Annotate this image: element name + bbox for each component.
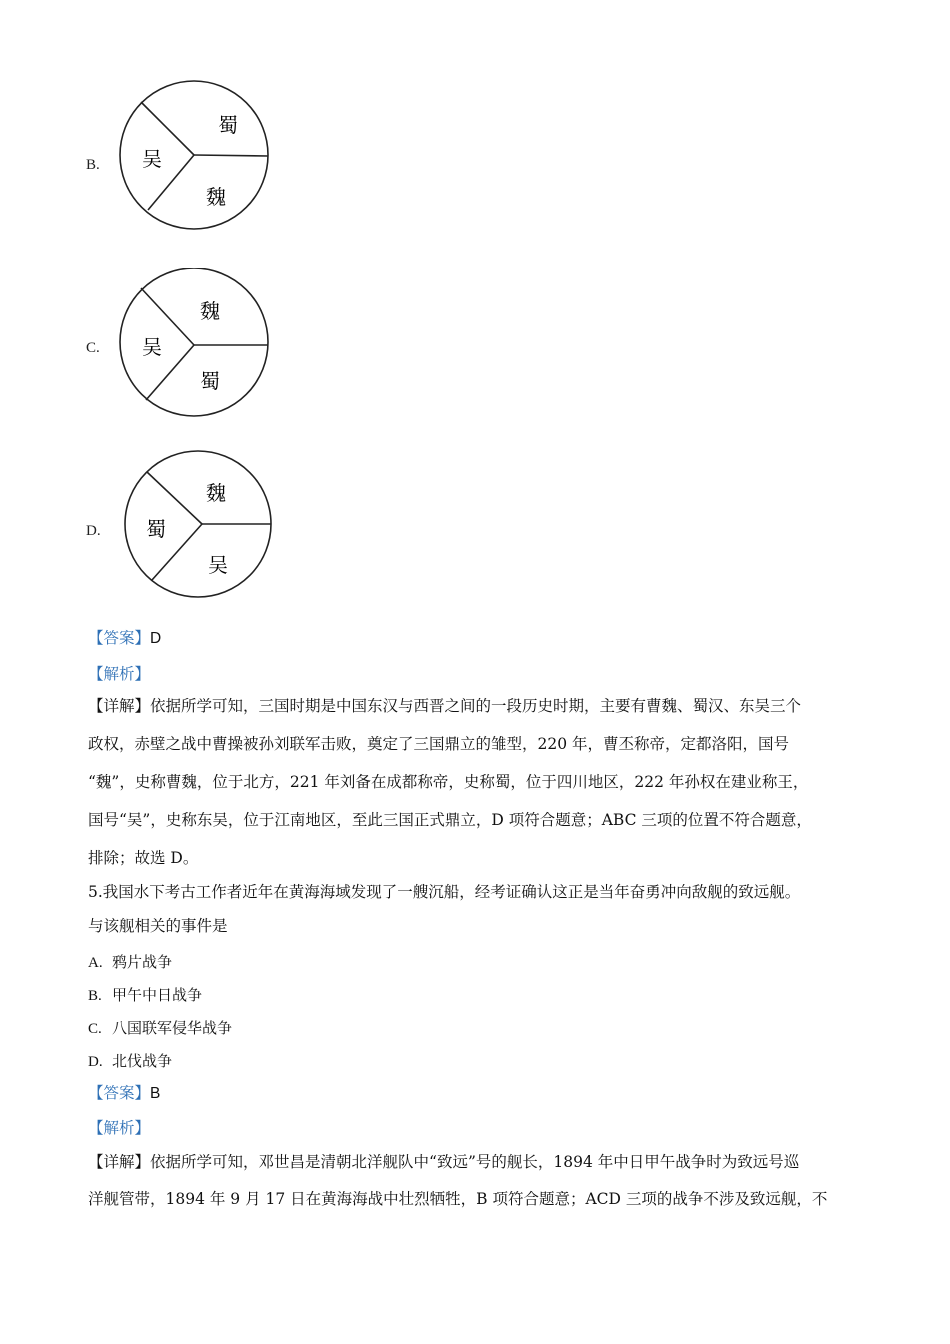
choice-text: 鸦片战争 <box>112 953 173 971</box>
choice-text: 八国联军侵华战争 <box>112 1019 233 1037</box>
q5-choice-d <box>88 1050 172 1071</box>
option-b-slice-2: 吴 <box>142 147 162 171</box>
option-d-label: D. <box>86 523 101 539</box>
q4-detail-line-1 <box>88 696 801 716</box>
option-b-slice-3: 魏 <box>206 185 226 209</box>
q5-answer <box>88 1083 160 1104</box>
option-c-slice-2: 吴 <box>142 335 162 359</box>
option-b-slice-1: 蜀 <box>218 113 238 137</box>
option-d-pie <box>122 450 282 604</box>
q5-choice-b <box>88 984 202 1005</box>
option-b-label: B. <box>86 157 100 173</box>
q4-detail-line-3: “魏”，史称曹魏，位于北方，221 年刘备在成都称帝，史称蜀，位于四川地区，222 年孙权在建业称王， <box>88 773 809 791</box>
choice-text: 北伐战争 <box>112 1052 173 1070</box>
detail-tag: 【详解】 <box>88 1153 151 1171</box>
q5-detail-line-1 <box>88 1152 799 1172</box>
option-c-pie <box>116 268 276 422</box>
q4-analysis-tag: 【解析】 <box>88 665 151 683</box>
q5-analysis-tag: 【解析】 <box>88 1119 151 1137</box>
q5-stem-line-2: 与该舰相关的事件是 <box>88 917 228 935</box>
answer-value: D <box>150 630 162 647</box>
option-c-slice-1: 魏 <box>200 299 220 323</box>
q4-detail-line-5: 排除；故选 D。 <box>88 849 199 867</box>
answer-value: B <box>150 1085 161 1102</box>
q5-stem-line-1: 5.我国水下考古工作者近年在黄海海域发现了一艘沉船，经考证确认这正是当年奋勇冲向敌舰的致远舰。 <box>88 883 801 901</box>
option-c-slice-3: 蜀 <box>200 369 220 393</box>
q5-detail-line-2: 洋舰管带，1894 年 9 月 17 日在黄海海战中壮烈牺牲，B 项符合题意；ACD 三项的战争不涉及致远舰，不 <box>88 1190 828 1208</box>
q4-detail-line-2: 政权，赤壁之战中曹操被孙刘联军击败，奠定了三国鼎立的雏型，220 年，曹丕称帝，定都洛阳，国号 <box>88 735 790 753</box>
detail-text: 依据所学可知，邓世昌是清朝北洋舰队中“致远”号的舰长，1894 年中日甲午战争时为致远号巡 <box>150 1153 800 1171</box>
answer-tag: 【答案】 <box>88 629 151 647</box>
option-d-slice-1: 魏 <box>206 481 226 505</box>
q5-choice-c <box>88 1017 232 1038</box>
choice-key: D. <box>88 1054 103 1070</box>
option-d-slice-3: 吴 <box>208 553 228 577</box>
q5-choice-a <box>88 951 172 972</box>
choice-key: B. <box>88 988 102 1004</box>
option-b-pie <box>116 80 276 234</box>
q4-answer <box>88 628 161 649</box>
option-c-label: C. <box>86 340 100 356</box>
choice-key: C. <box>88 1021 102 1037</box>
choice-text: 甲午中日战争 <box>112 986 203 1004</box>
choice-key: A. <box>88 955 103 971</box>
option-d-slice-2: 蜀 <box>146 517 166 541</box>
detail-tag: 【详解】 <box>88 697 151 715</box>
q4-detail-line-4: 国号“吴”，史称东吴，位于江南地区，至此三国正式鼎立，D 项符合题意；ABC 三项的位置不符合题意， <box>88 811 812 829</box>
detail-text: 依据所学可知，三国时期是中国东汉与西晋之间的一段历史时期，主要有曹魏、蜀汉、东吴三个 <box>150 697 802 715</box>
answer-tag: 【答案】 <box>88 1084 151 1102</box>
